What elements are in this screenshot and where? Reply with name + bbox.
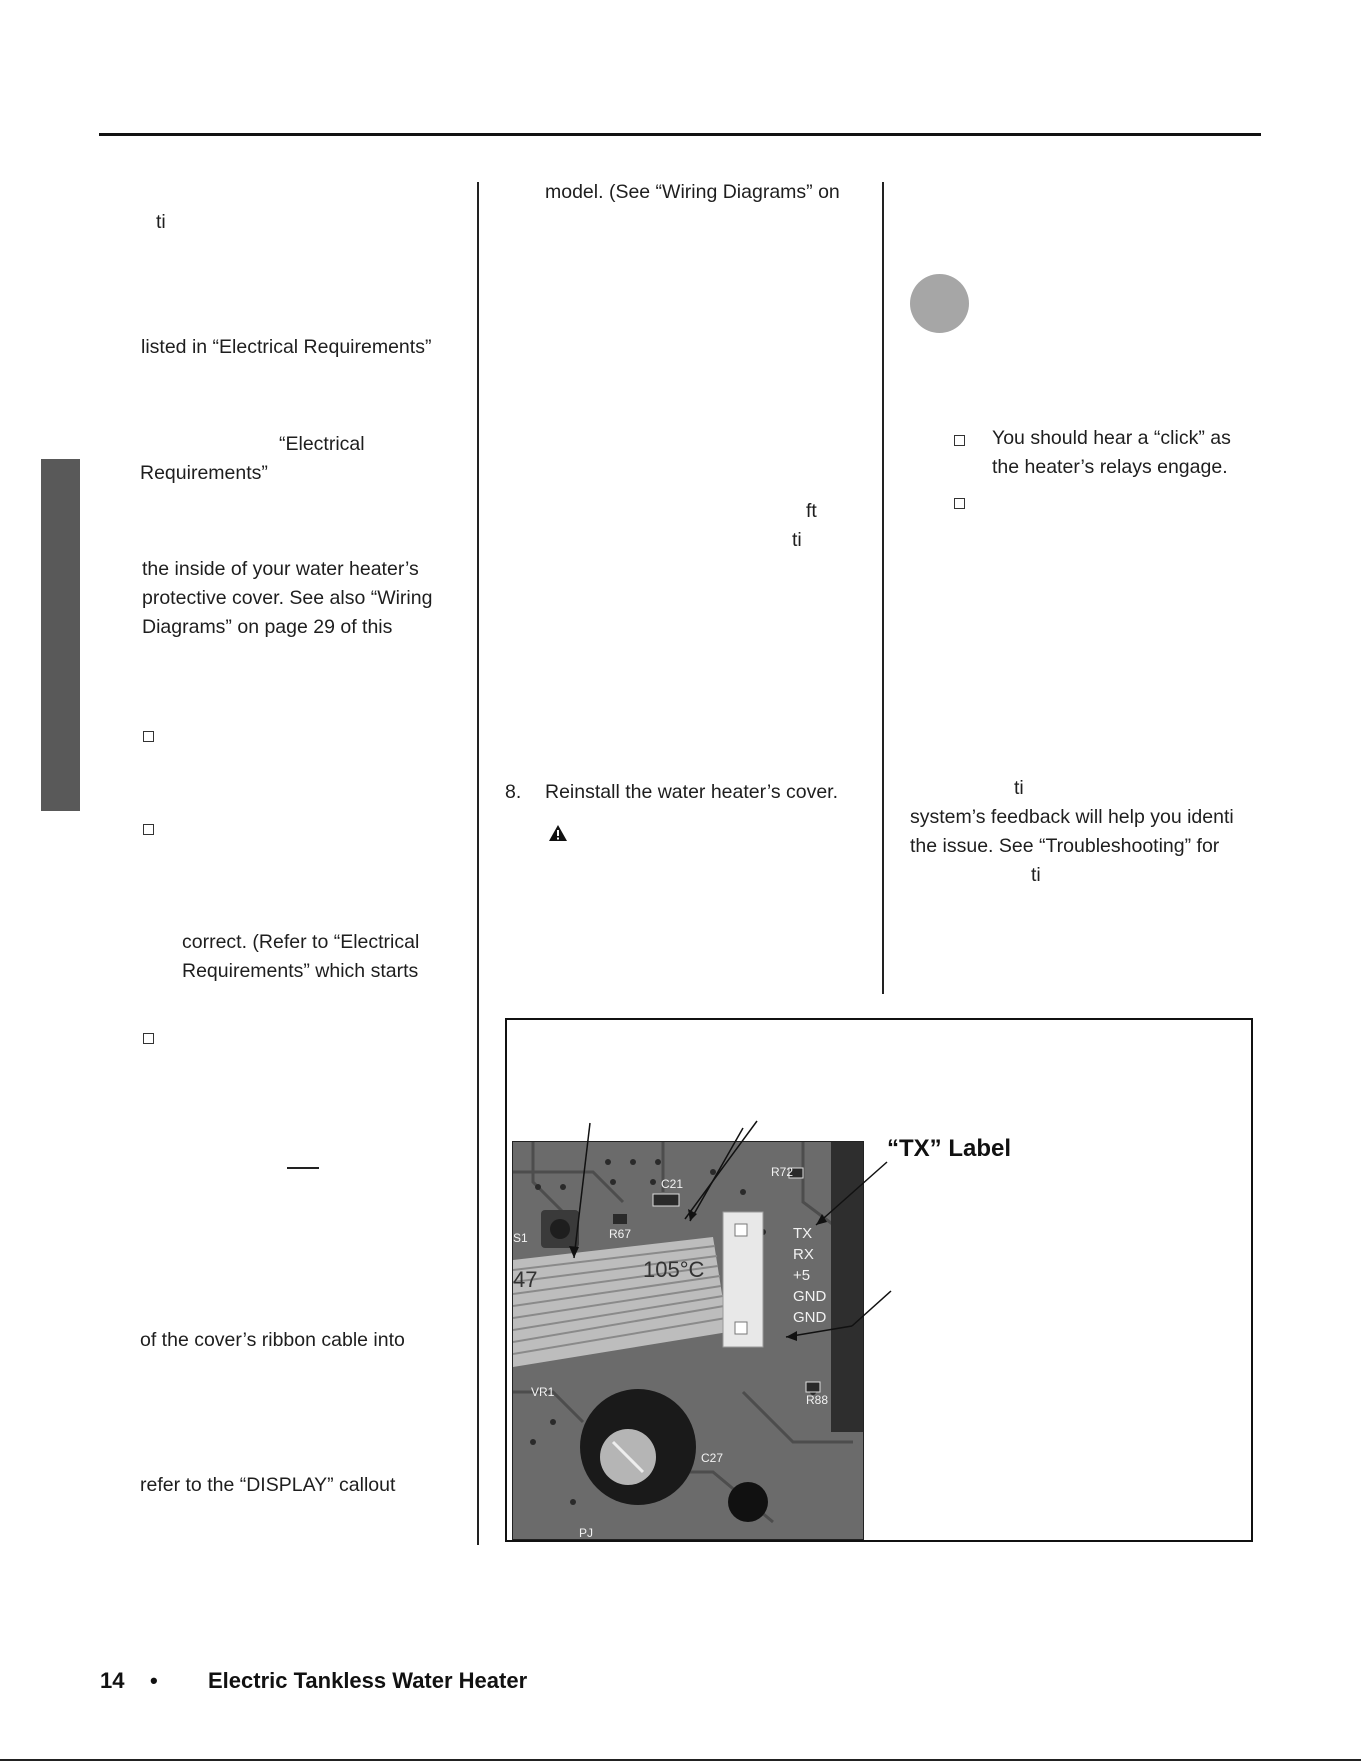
left-text-line: Diagrams” on page 29 of this xyxy=(142,616,393,638)
left-text-line: Requirements” xyxy=(140,462,268,484)
page-number: 14 xyxy=(100,1668,125,1693)
pcb-label-c27: C27 xyxy=(701,1451,724,1465)
step-number: 8. xyxy=(505,781,522,803)
tx-label-callout: “TX” Label xyxy=(887,1135,1012,1162)
pcb-label-s1: S1 xyxy=(513,1231,528,1245)
left-text-line: “Electrical xyxy=(279,433,365,455)
pcb-label-pj: PJ xyxy=(579,1526,594,1539)
cable-temp-marking: 105°C xyxy=(643,1257,705,1282)
pcb-label-vr1: VR1 xyxy=(531,1385,555,1399)
left-text-line: refer to the “DISPLAY” callout xyxy=(140,1474,396,1496)
left-text-line: Requirements” which starts xyxy=(182,960,419,982)
middle-text-fragment: ft xyxy=(806,500,817,522)
right-text-fragment: ti xyxy=(1031,864,1041,886)
step-text: Reinstall the water heater’s cover. xyxy=(545,781,839,803)
right-text-fragment: ti xyxy=(1014,777,1024,799)
left-text-line: the inside of your water heater’s xyxy=(142,558,419,580)
cable-number-marking: 47 xyxy=(513,1267,538,1292)
pcb-label-plus5: +5 xyxy=(793,1267,811,1284)
pcb-label-rx: RX xyxy=(793,1246,814,1263)
right-text-line: the issue. See “Troubleshooting” for xyxy=(910,835,1220,857)
pcb-label-gnd2: GND xyxy=(793,1309,827,1326)
pcb-label-c21: C21 xyxy=(661,1177,684,1191)
left-text-fragment: ti xyxy=(156,211,166,233)
bullet-text: You should hear a “click” as xyxy=(992,427,1231,449)
pcb-label-gnd1: GND xyxy=(793,1288,827,1305)
left-text-line: correct. (Refer to “Electrical xyxy=(182,931,420,953)
bullet-text: the heater’s relays engage. xyxy=(992,456,1228,478)
middle-text-fragment: ti xyxy=(792,529,802,551)
pcb-label-r67: R67 xyxy=(609,1227,632,1241)
left-text-line: protective cover. See also “Wiring xyxy=(142,587,433,609)
pcb-label-r72: R72 xyxy=(771,1165,794,1179)
right-text-line: system’s feedback will help you identi xyxy=(910,806,1234,828)
pcb-label-tx: TX xyxy=(793,1225,813,1242)
pcb-label-r88: R88 xyxy=(806,1393,829,1407)
footer-bullet: • xyxy=(150,1668,158,1693)
left-text-line: of the cover’s ribbon cable into xyxy=(140,1329,405,1351)
left-text-line: listed in “Electrical Requirements” xyxy=(141,336,432,358)
footer-title: Electric Tankless Water Heater xyxy=(208,1668,528,1693)
middle-text-line: model. (See “Wiring Diagrams” on xyxy=(545,181,840,203)
